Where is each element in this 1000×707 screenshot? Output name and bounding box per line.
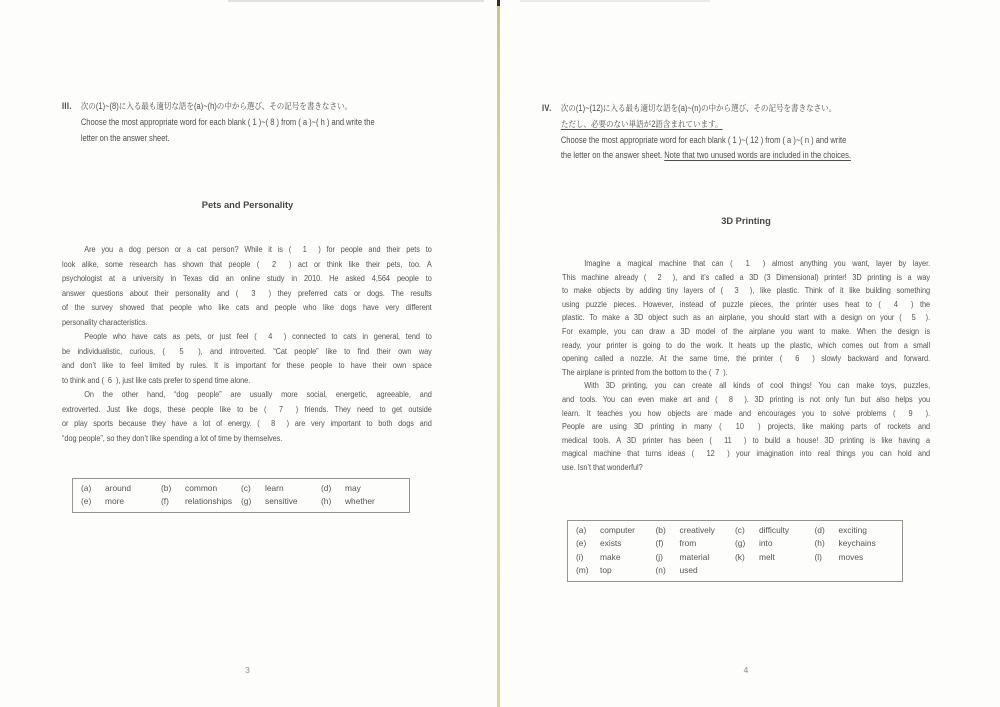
- instruction-jp-row: [542, 100, 937, 117]
- choice-item: [161, 482, 241, 495]
- text-line: psychologist at a university in Texas did an online study in 2010. He asked 4,564 people to: [62, 273, 432, 283]
- choice-item: [735, 537, 815, 550]
- text-line: personality characteristics.: [62, 316, 148, 327]
- section-iii-header: [62, 97, 435, 146]
- choice-letter: (k): [735, 551, 745, 562]
- text-line: For example, you can draw a 3D model of the airplane you want to make. When the design is: [562, 325, 931, 336]
- page-number: 3: [245, 665, 250, 675]
- choice-item: [815, 537, 895, 550]
- choice-letter: (b): [655, 525, 666, 535]
- choice-item: [576, 524, 656, 537]
- choice-word: melt: [759, 551, 775, 562]
- text-line: With 3D printing, you can create all kinds of cool things! You can make toys, puzzles,: [584, 380, 931, 391]
- text-line: People who have cats as pets, or just feel ( 4 ) connected to cats in general, tend to: [84, 331, 432, 341]
- choice-word: from: [679, 538, 697, 549]
- text-line: On the other hand, “dog people” are usually more social, energetic, agreeable, and: [84, 389, 432, 399]
- text-line: use. Isn’t that wonderful?: [562, 461, 643, 472]
- choice-word: exists: [600, 538, 622, 549]
- choice-letter: (f): [655, 538, 664, 549]
- answer-choices-box: [567, 520, 903, 582]
- text-line: to think and ( 6 ), just like cats prefer to spend time alone.: [62, 374, 251, 385]
- choice-word: whether: [345, 496, 375, 507]
- instruction-en-note: Note that two unused words are included in the choices.: [664, 150, 851, 160]
- choice-letter: (n): [655, 565, 666, 576]
- instruction-jp-row: [62, 97, 435, 115]
- instruction-en-line2: [542, 148, 937, 164]
- choice-word: material: [679, 551, 710, 562]
- choice-word: computer: [600, 525, 635, 535]
- passage-body: [562, 257, 930, 475]
- text-line: medical tools. A 3D printer has been ( 11 ) to build a house! 3D printing is like having a: [562, 434, 931, 445]
- instruction-en-line2: letter on the answer sheet.: [80, 132, 170, 143]
- text-line: look alike, some research has shown that people ( 2 ) act or think like their pets, too. A: [62, 258, 432, 269]
- choice-word: learn: [265, 483, 284, 493]
- text-line: answer questions about their personality and ( 3 ) they preferred cats or dogs. The results: [62, 287, 432, 298]
- choice-item: [321, 495, 401, 508]
- text-line: People are using 3D printing in many ( 10 ) projects, like making parts of rockets and: [562, 421, 931, 432]
- choice-item: [321, 482, 401, 495]
- passage-title: 3D Printing: [721, 216, 771, 226]
- answer-choices-box: [72, 478, 410, 513]
- choice-letter: (h): [814, 538, 825, 549]
- choice-letter: (m): [576, 565, 589, 576]
- choice-letter: (e): [81, 496, 92, 507]
- text-line: Are you a dog person or a cat person? While it is ( 1 ) for people and their pets to: [84, 244, 432, 254]
- choice-letter: (c): [735, 525, 745, 535]
- choice-word: difficulty: [759, 525, 790, 535]
- choice-letter: (c): [241, 483, 251, 493]
- instruction-en-line1: Choose the most appropriate word for each blank ( 1 )~( 8 ) from ( a )~( h ) and write the: [80, 117, 375, 127]
- choice-word: may: [345, 483, 361, 493]
- choice-letter: (d): [814, 525, 825, 535]
- passage-body: [62, 242, 432, 445]
- choice-word: exciting: [838, 525, 867, 535]
- choice-word: keychains: [838, 538, 876, 549]
- text-line: magical machine that turns ideas ( 12 ) your imagination into real things you can hold and: [562, 448, 931, 459]
- choice-word: more: [105, 496, 125, 507]
- choice-item: [81, 482, 161, 495]
- text-line: Imagine a magical machine that can ( 1 ) almost anything you want, layer by layer.: [584, 258, 931, 268]
- choice-word: relationships: [185, 496, 233, 507]
- section-label: IV.: [542, 103, 552, 113]
- choice-item: [656, 564, 736, 577]
- choice-letter: (g): [735, 538, 746, 549]
- choice-letter: (d): [321, 483, 332, 493]
- instruction-en-line1: Choose the most appropriate word for each blank ( 1 )~( 12 ) from ( a )~( n ) and write: [560, 134, 847, 145]
- choice-item: [815, 551, 895, 564]
- scan-edge-smudge: [228, 0, 484, 2]
- text-line: extroverted. Just like dogs, these people like to be ( 7 ) friends. They need to get outside: [62, 403, 432, 414]
- choice-item: [735, 551, 815, 564]
- choice-item: [576, 537, 656, 550]
- choice-letter: (f): [161, 496, 169, 507]
- text-line: and don’t like to feel limited by rules. It is important for these people to have their own space: [62, 360, 432, 370]
- choice-letter: (e): [576, 538, 587, 549]
- text-line: learn. It teaches you how objects are made and encourages you to solve problems ( 9 ).: [562, 407, 931, 418]
- text-line: of the survey showed that people who like cats and people who like dogs have very different: [62, 302, 432, 312]
- choice-item: [161, 495, 241, 508]
- instruction-en-prefix: the letter on the answer sheet.: [560, 150, 665, 160]
- section-label: III.: [62, 101, 72, 111]
- text-line: to make objects by adding tiny layers of ( 3 ), like plastic. Think of it like building something: [562, 285, 931, 296]
- passage-title: Pets and Personality: [201, 200, 294, 210]
- page-fold: [497, 0, 500, 707]
- choice-letter: (l): [814, 551, 822, 562]
- text-line: or play sports because they have a lot of energy. ( 8 ) are very important to both dogs and: [62, 418, 432, 428]
- text-line: be individualistic, curious, ( 5 ), and introverted. “Cat people” like to find their own way: [62, 345, 432, 356]
- choice-item: [656, 524, 736, 537]
- choice-word: top: [600, 565, 612, 576]
- text-line: opening called a nozzle. At the same time, the printer ( 6 ) slowly backward and forward.: [562, 353, 931, 364]
- choice-word: common: [185, 483, 218, 493]
- choice-item: [576, 551, 656, 564]
- choice-item: [576, 564, 656, 577]
- text-line: and tools. You can even make art and ( 8 ). 3D printing is not only fun but also helps you: [562, 393, 931, 404]
- text-line: “dog people”, so they don’t like spending a lot of time by themselves.: [62, 432, 283, 443]
- choice-letter: (b): [161, 483, 172, 493]
- choice-word: make: [600, 551, 621, 562]
- scan-edge-smudge: [520, 0, 710, 2]
- choice-word: around: [105, 483, 132, 493]
- choice-letter: (i): [576, 551, 584, 562]
- choice-item: [241, 495, 321, 508]
- instruction-jp: 次の(1)~(8)に入る最も適切な語を(a)~(h)の中から選び、その記号を書きなさい。: [80, 101, 353, 111]
- text-line: This machine already ( 2 ), and it’s called a 3D (3 Dimensional) printer! 3D printing is a way: [562, 271, 931, 282]
- instruction-jp-line2: ただし、必要のない単語が2語含まれています。: [560, 119, 723, 129]
- page-number: 4: [743, 665, 749, 675]
- choice-word: sensitive: [265, 496, 298, 507]
- instruction-jp-line1: 次の(1)~(12)に入る最も適切な語を(a)~(n)の中から選び、その記号を書きなさい。: [560, 103, 837, 113]
- choice-item: [815, 524, 895, 537]
- text-line: using puzzle pieces. However, instead of puzzle pieces, the printer uses heat to ( 4 ) the: [562, 298, 931, 309]
- choice-word: creatively: [679, 525, 715, 535]
- text-line: The airplane is printed from the bottom to the ( 7 ).: [562, 366, 728, 377]
- text-line: ready, your printer is going to do the work. It heats up the plastic, which comes out from a small: [562, 339, 931, 350]
- choice-item: [735, 524, 815, 537]
- choice-letter: (j): [655, 551, 663, 562]
- choice-word: into: [759, 538, 773, 549]
- choice-item: [81, 495, 161, 508]
- choice-item: [656, 537, 736, 550]
- choice-letter: (h): [321, 496, 332, 507]
- choice-item: [241, 482, 321, 495]
- choice-word: moves: [838, 551, 864, 562]
- section-iv-header: [542, 100, 937, 164]
- choice-word: used: [679, 565, 698, 576]
- text-line: plastic. To make a 3D object such as an airplane, you should start with a design on your ( 5 ).: [562, 312, 931, 323]
- choice-letter: (g): [241, 496, 252, 507]
- choice-letter: (a): [576, 525, 587, 535]
- choice-letter: (a): [81, 483, 92, 493]
- choice-item: [656, 551, 736, 564]
